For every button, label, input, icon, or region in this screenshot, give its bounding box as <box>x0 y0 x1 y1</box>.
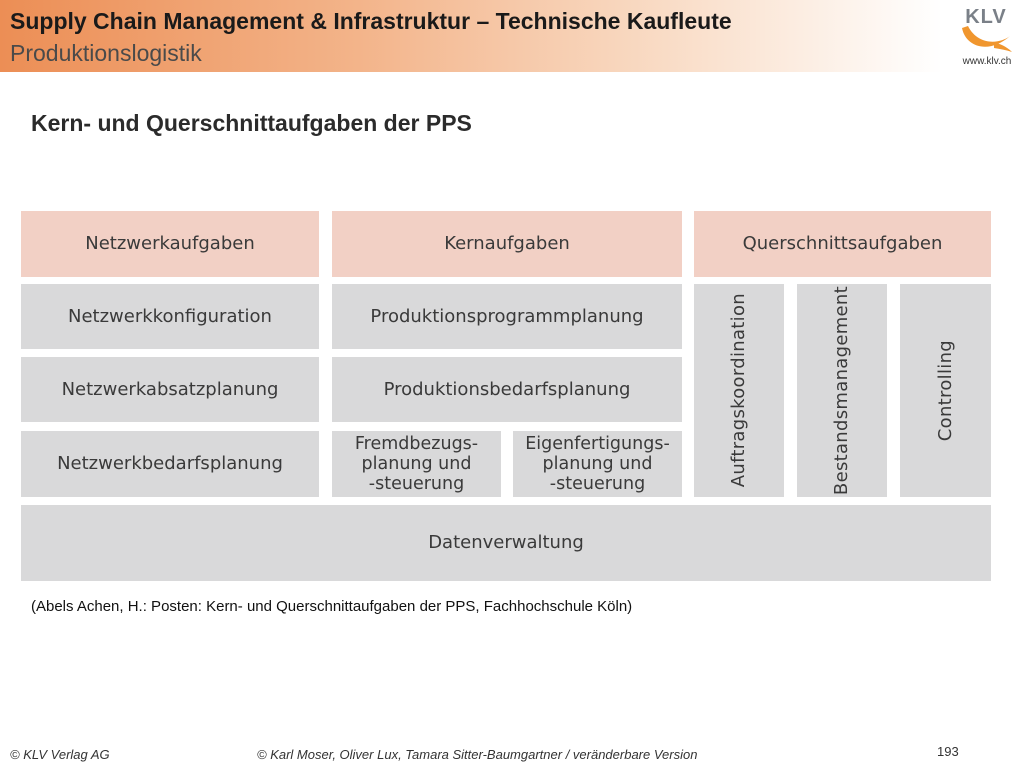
logo-text: KLV <box>965 6 1007 28</box>
network-demand-planning-box <box>21 431 319 497</box>
order-coordination-label: Auftragskoordination <box>728 293 749 488</box>
data-management-label: Datenverwaltung <box>428 532 584 553</box>
network-configuration-box <box>21 284 319 349</box>
header-network-tasks <box>21 211 319 277</box>
footer-publisher: © KLV Verlag AG <box>10 747 110 762</box>
order-coordination-box <box>694 284 784 497</box>
controlling-box <box>900 284 991 497</box>
logo-swoosh-icon <box>960 22 1014 56</box>
slide-title: Kern- und Querschnittaufgaben der PPS <box>31 110 472 136</box>
logo-url: www.klv.ch <box>962 56 1012 67</box>
network-sales-planning-label: Netzwerkabsatzplanung <box>61 378 279 400</box>
course-subtitle: Produktionslogistik <box>10 40 202 66</box>
header-cross-tasks <box>694 211 991 277</box>
inventory-management-label: Bestandsmanagement <box>831 285 852 496</box>
klv-logo <box>956 4 1018 68</box>
source-citation: (Abels Achen, H.: Posten: Kern- und Querschnittaufgaben der PPS, Fachhochschule Köln) <box>31 598 633 615</box>
data-management-box <box>21 505 991 581</box>
in-house-line-2: planung und <box>542 454 653 474</box>
production-program-planning-label: Produktionsprogrammplanung <box>370 305 644 327</box>
course-title: Supply Chain Management & Infrastruktur – Technische Kaufleute <box>10 8 732 34</box>
network-sales-planning-box <box>21 357 319 422</box>
in-house-line-3: -steuerung <box>549 474 646 494</box>
header-core-label: Kernaufgaben <box>444 233 570 254</box>
production-demand-planning-box <box>332 357 682 422</box>
header-network-label: Netzwerkaufgaben <box>85 233 255 254</box>
in-house-production-box <box>513 431 682 497</box>
production-program-planning-box <box>332 284 682 349</box>
external-sourcing-line-1: Fremdbezugs- <box>354 434 479 454</box>
in-house-line-1: Eigenfertigungs- <box>525 434 670 454</box>
external-sourcing-line-3: -steuerung <box>368 474 465 494</box>
external-sourcing-box <box>332 431 501 497</box>
external-sourcing-line-2: planung und <box>361 454 472 474</box>
footer-authors: © Karl Moser, Oliver Lux, Tamara Sitter-Baumgartner / veränderbare Version <box>257 747 698 762</box>
network-demand-planning-label: Netzwerkbedarfsplanung <box>57 453 283 474</box>
header-cross-label: Querschnittsaufgaben <box>742 233 943 254</box>
controlling-label: Controlling <box>934 339 956 442</box>
page-number: 193 <box>937 744 959 759</box>
inventory-management-box <box>797 284 887 497</box>
header-core-tasks <box>332 211 682 277</box>
network-configuration-label: Netzwerkkonfiguration <box>68 305 272 327</box>
production-demand-planning-label: Produktionsbedarfsplanung <box>383 378 631 400</box>
